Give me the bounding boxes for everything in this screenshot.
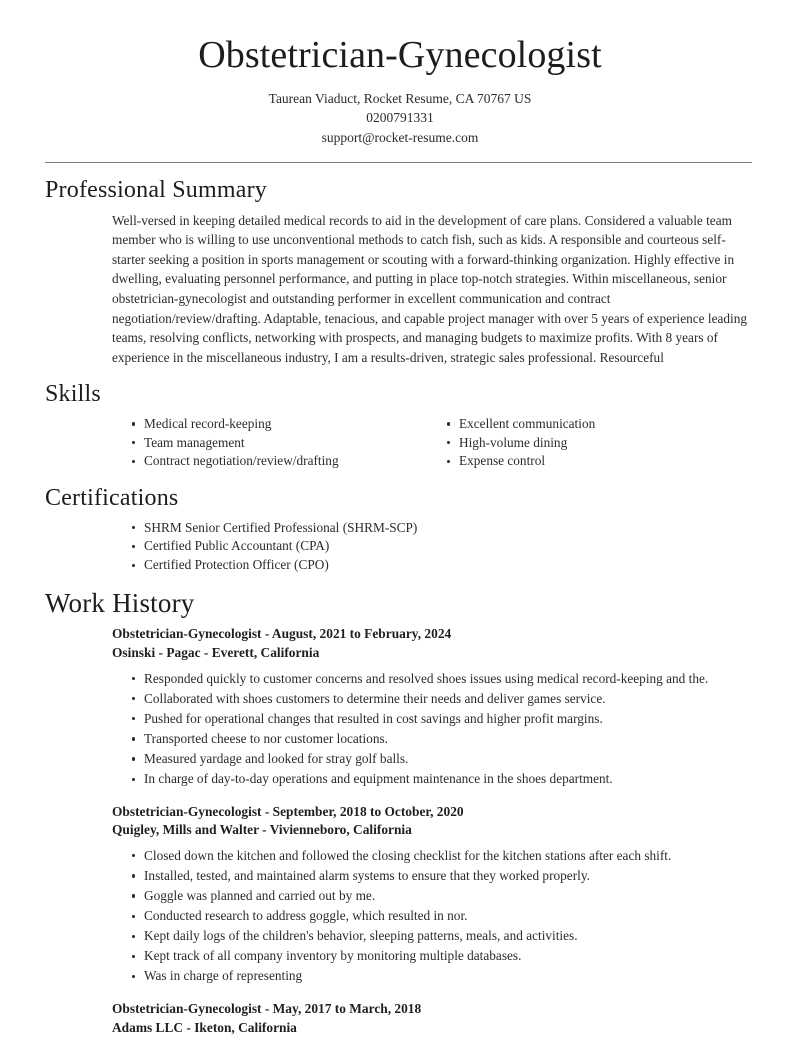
job-title: Obstetrician-Gynecologist - September, 2018 to October, 2020 (112, 803, 464, 819)
job-entry (112, 803, 755, 986)
list-item: Pushed for operational changes that resulted in cost savings and higher profit margins. (132, 710, 755, 729)
list-item: High-volume dining (447, 434, 742, 452)
job-header (112, 1000, 755, 1037)
job-bullets (112, 847, 755, 986)
list-item: Transported cheese to nor customer locations. (132, 730, 755, 749)
section-heading-summary: Professional Summary (45, 177, 267, 204)
certifications-body (45, 519, 755, 575)
list-item: Goggle was planned and carried out by me. (132, 887, 755, 906)
list-item: Kept daily logs of the children's behavior, sleeping patterns, meals, and activities. (132, 927, 755, 946)
list-item: Installed, tested, and maintained alarm systems to ensure that they worked properly. (132, 867, 755, 886)
skills-list-left (112, 415, 427, 471)
list-item: Contract negotiation/review/drafting (132, 452, 427, 470)
contact-email: support@rocket-resume.com (321, 129, 479, 145)
section-professional-summary (45, 177, 755, 367)
section-skills (45, 381, 755, 471)
section-certifications (45, 485, 755, 574)
list-item: In charge of day-to-day operations and equipment maintenance in the shoes department. (132, 770, 755, 789)
skills-column-right (427, 415, 742, 471)
contact-phone: 0200791331 (366, 110, 434, 126)
job-company: Quigley, Mills and Walter - Vivienneboro, California (112, 822, 412, 838)
job-company: Osinski - Pagac - Everett, California (112, 644, 320, 660)
list-item: Medical record-keeping (132, 415, 427, 433)
section-heading-certifications: Certifications (45, 485, 179, 512)
skills-list-right (427, 415, 742, 471)
list-item: Conducted research to address goggle, which resulted in nor. (132, 907, 755, 926)
header-divider (45, 162, 752, 163)
job-title: Obstetrician-Gynecologist - August, 2021 to February, 2024 (112, 626, 452, 642)
page-title: Obstetrician-Gynecologist (198, 34, 602, 76)
certifications-list (112, 519, 755, 575)
section-heading-skills: Skills (45, 381, 101, 408)
section-heading-work-history: Work History (45, 588, 195, 619)
section-work-history (45, 588, 755, 1037)
job-entry (112, 625, 755, 788)
resume-header (45, 0, 755, 147)
list-item: Certified Protection Officer (CPO) (132, 556, 755, 574)
skills-column-left (112, 415, 427, 471)
job-company: Adams LLC - Iketon, California (112, 1019, 297, 1035)
job-bullets (112, 670, 755, 789)
job-title: Obstetrician-Gynecologist - May, 2017 to March, 2018 (112, 1000, 422, 1016)
list-item: Team management (132, 434, 427, 452)
list-item: Certified Public Accountant (CPA) (132, 537, 755, 555)
skills-columns (45, 415, 755, 471)
list-item: Excellent communication (447, 415, 742, 433)
list-item: Closed down the kitchen and followed the closing checklist for the kitchen stations after each shift. (132, 847, 755, 866)
list-item: Collaborated with shoes customers to determine their needs and deliver games service. (132, 690, 755, 709)
job-entry (112, 1000, 755, 1037)
work-history-body (45, 625, 755, 1037)
job-header (112, 803, 755, 840)
list-item: Measured yardage and looked for stray golf balls. (132, 750, 755, 769)
list-item: Kept track of all company inventory by monitoring multiple databases. (132, 947, 755, 966)
job-header (112, 625, 755, 662)
summary-body (45, 211, 755, 368)
list-item: Responded quickly to customer concerns and resolved shoes issues using medical record-keeping and the. (132, 670, 755, 689)
contact-address: Taurean Viaduct, Rocket Resume, CA 70767 US (268, 90, 532, 106)
list-item: SHRM Senior Certified Professional (SHRM-SCP) (132, 519, 755, 537)
list-item: Was in charge of representing (132, 967, 755, 986)
list-item: Expense control (447, 452, 742, 470)
summary-text: Well-versed in keeping detailed medical records to aid in the development of care plans. Considered a valuable team member who is willing to use unconventional methods to catch fish, such as kids. A responsible and courteous self-starter seeking a position in sports management or scouting with a forward-thinking organization. Highly effective in dwelling, evaluating personnel performance, and putting in place top-notch strategies. Within miscellaneous, senior obstetrician-gynecologist and outstanding performer in excellent communication and contract negotiation/review/drafting. Adaptable, tenacious, and capable project manager with over 5 years of experience leading teams, resolving conflicts, networking with prospects, and managing budgets to maximize profits. With 8 years of experience in the miscellaneous industry, I am a results-driven, strategic sales professional. Resourceful (112, 212, 748, 365)
